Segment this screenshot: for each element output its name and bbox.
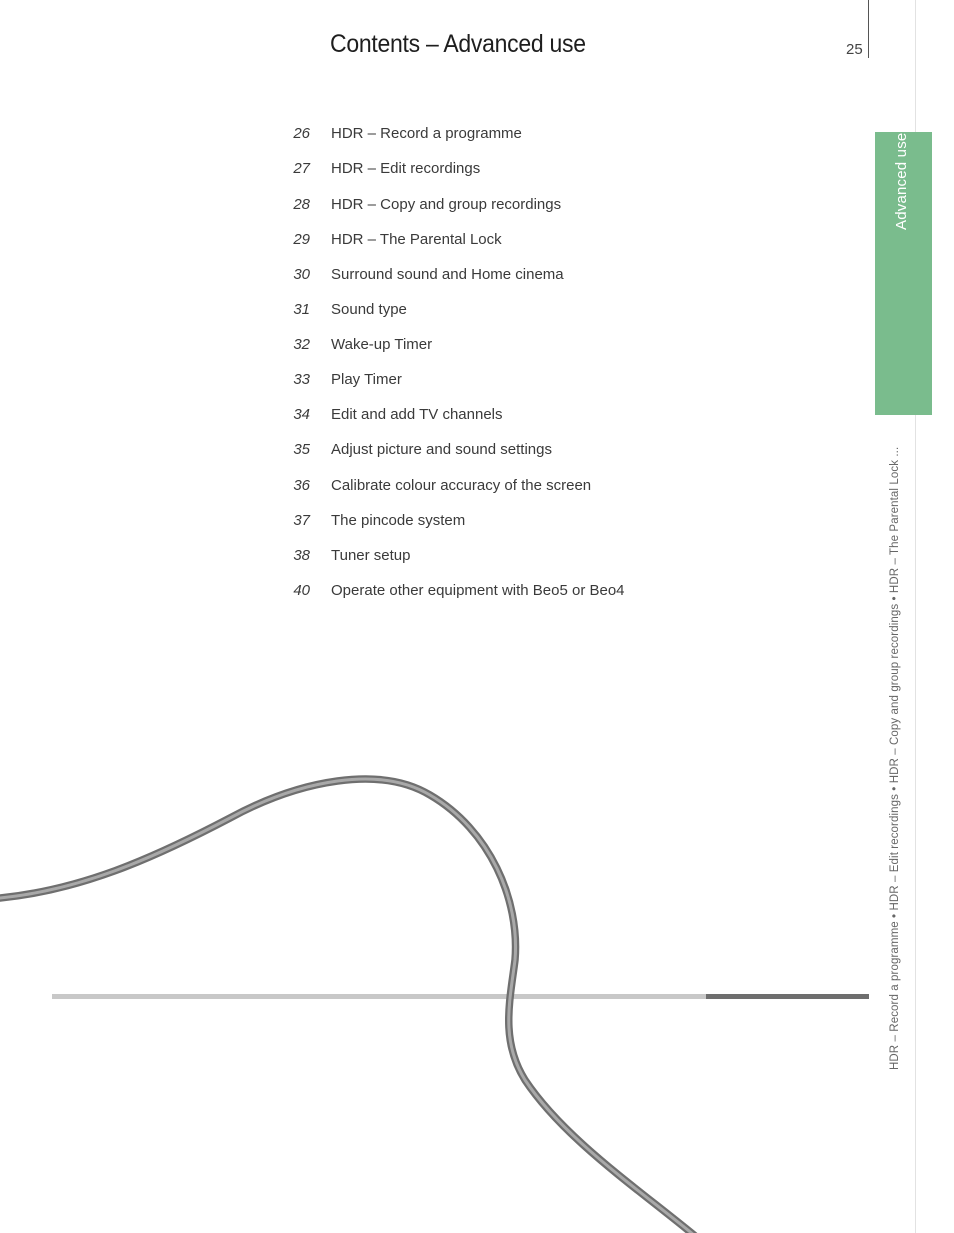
toc-entry[interactable] [0, 582, 700, 602]
toc-entry[interactable] [0, 160, 700, 180]
toc-page-number: 32 [293, 336, 310, 353]
toc-entry[interactable] [0, 441, 700, 461]
toc-page-number: 31 [293, 301, 310, 318]
running-header: HDR – Record a programme • HDR – Edit recordings • HDR – Copy and group recordings • HDR – The Parental Lock ... [889, 446, 901, 1070]
toc-entry-label: Operate other equipment with Beo5 or Beo4 [331, 582, 625, 599]
toc-page-number: 26 [293, 125, 310, 142]
page-number: 25 [846, 41, 863, 58]
page-title: Contents – Advanced use [330, 30, 586, 58]
top-rule [868, 0, 869, 58]
toc-entry[interactable] [0, 512, 700, 532]
toc-page-number: 40 [293, 582, 310, 599]
toc-entry[interactable] [0, 301, 700, 321]
toc-entry-label: Edit and add TV channels [331, 406, 503, 423]
toc-entry-label: HDR – The Parental Lock [331, 231, 502, 248]
toc-page-number: 34 [293, 406, 310, 423]
toc-entry[interactable] [0, 477, 700, 497]
cable-highlight [0, 779, 700, 1233]
toc-entry-label: HDR – Copy and group recordings [331, 196, 562, 213]
cable-outline [0, 779, 700, 1233]
toc-entry-label: Sound type [331, 301, 407, 318]
toc-page-number: 37 [293, 512, 310, 529]
toc-entry-label: Calibrate colour accuracy of the screen [331, 477, 592, 494]
toc-entry-label: The pincode system [331, 512, 466, 529]
toc-page-number: 28 [293, 196, 310, 213]
toc-entry-label: Surround sound and Home cinema [331, 266, 564, 283]
toc-entry[interactable] [0, 266, 700, 286]
table-of-contents [0, 0, 860, 620]
toc-entry[interactable] [0, 371, 700, 391]
toc-page-number: 38 [293, 547, 310, 564]
section-tab-label: Advanced use [893, 132, 910, 230]
toc-entry-label: Tuner setup [331, 547, 411, 564]
toc-page-number: 35 [293, 441, 310, 458]
toc-entry[interactable] [0, 196, 700, 216]
toc-entry[interactable] [0, 547, 700, 567]
toc-entry-label: Play Timer [331, 371, 402, 388]
toc-entry-label: HDR – Edit recordings [331, 160, 481, 177]
toc-page-number: 33 [293, 371, 310, 388]
toc-page-number: 30 [293, 266, 310, 283]
toc-entry-label: HDR – Record a programme [331, 125, 522, 142]
toc-page-number: 36 [293, 477, 310, 494]
toc-entry[interactable] [0, 125, 700, 145]
toc-entry[interactable] [0, 406, 700, 426]
toc-page-number: 27 [293, 160, 310, 177]
toc-page-number: 29 [293, 231, 310, 248]
bottom-rule-light [52, 994, 706, 999]
toc-entry[interactable] [0, 231, 700, 251]
toc-entry-label: Adjust picture and sound settings [331, 441, 552, 458]
bottom-rule-dark [706, 994, 869, 999]
toc-entry[interactable] [0, 336, 700, 356]
toc-entry-label: Wake-up Timer [331, 336, 433, 353]
